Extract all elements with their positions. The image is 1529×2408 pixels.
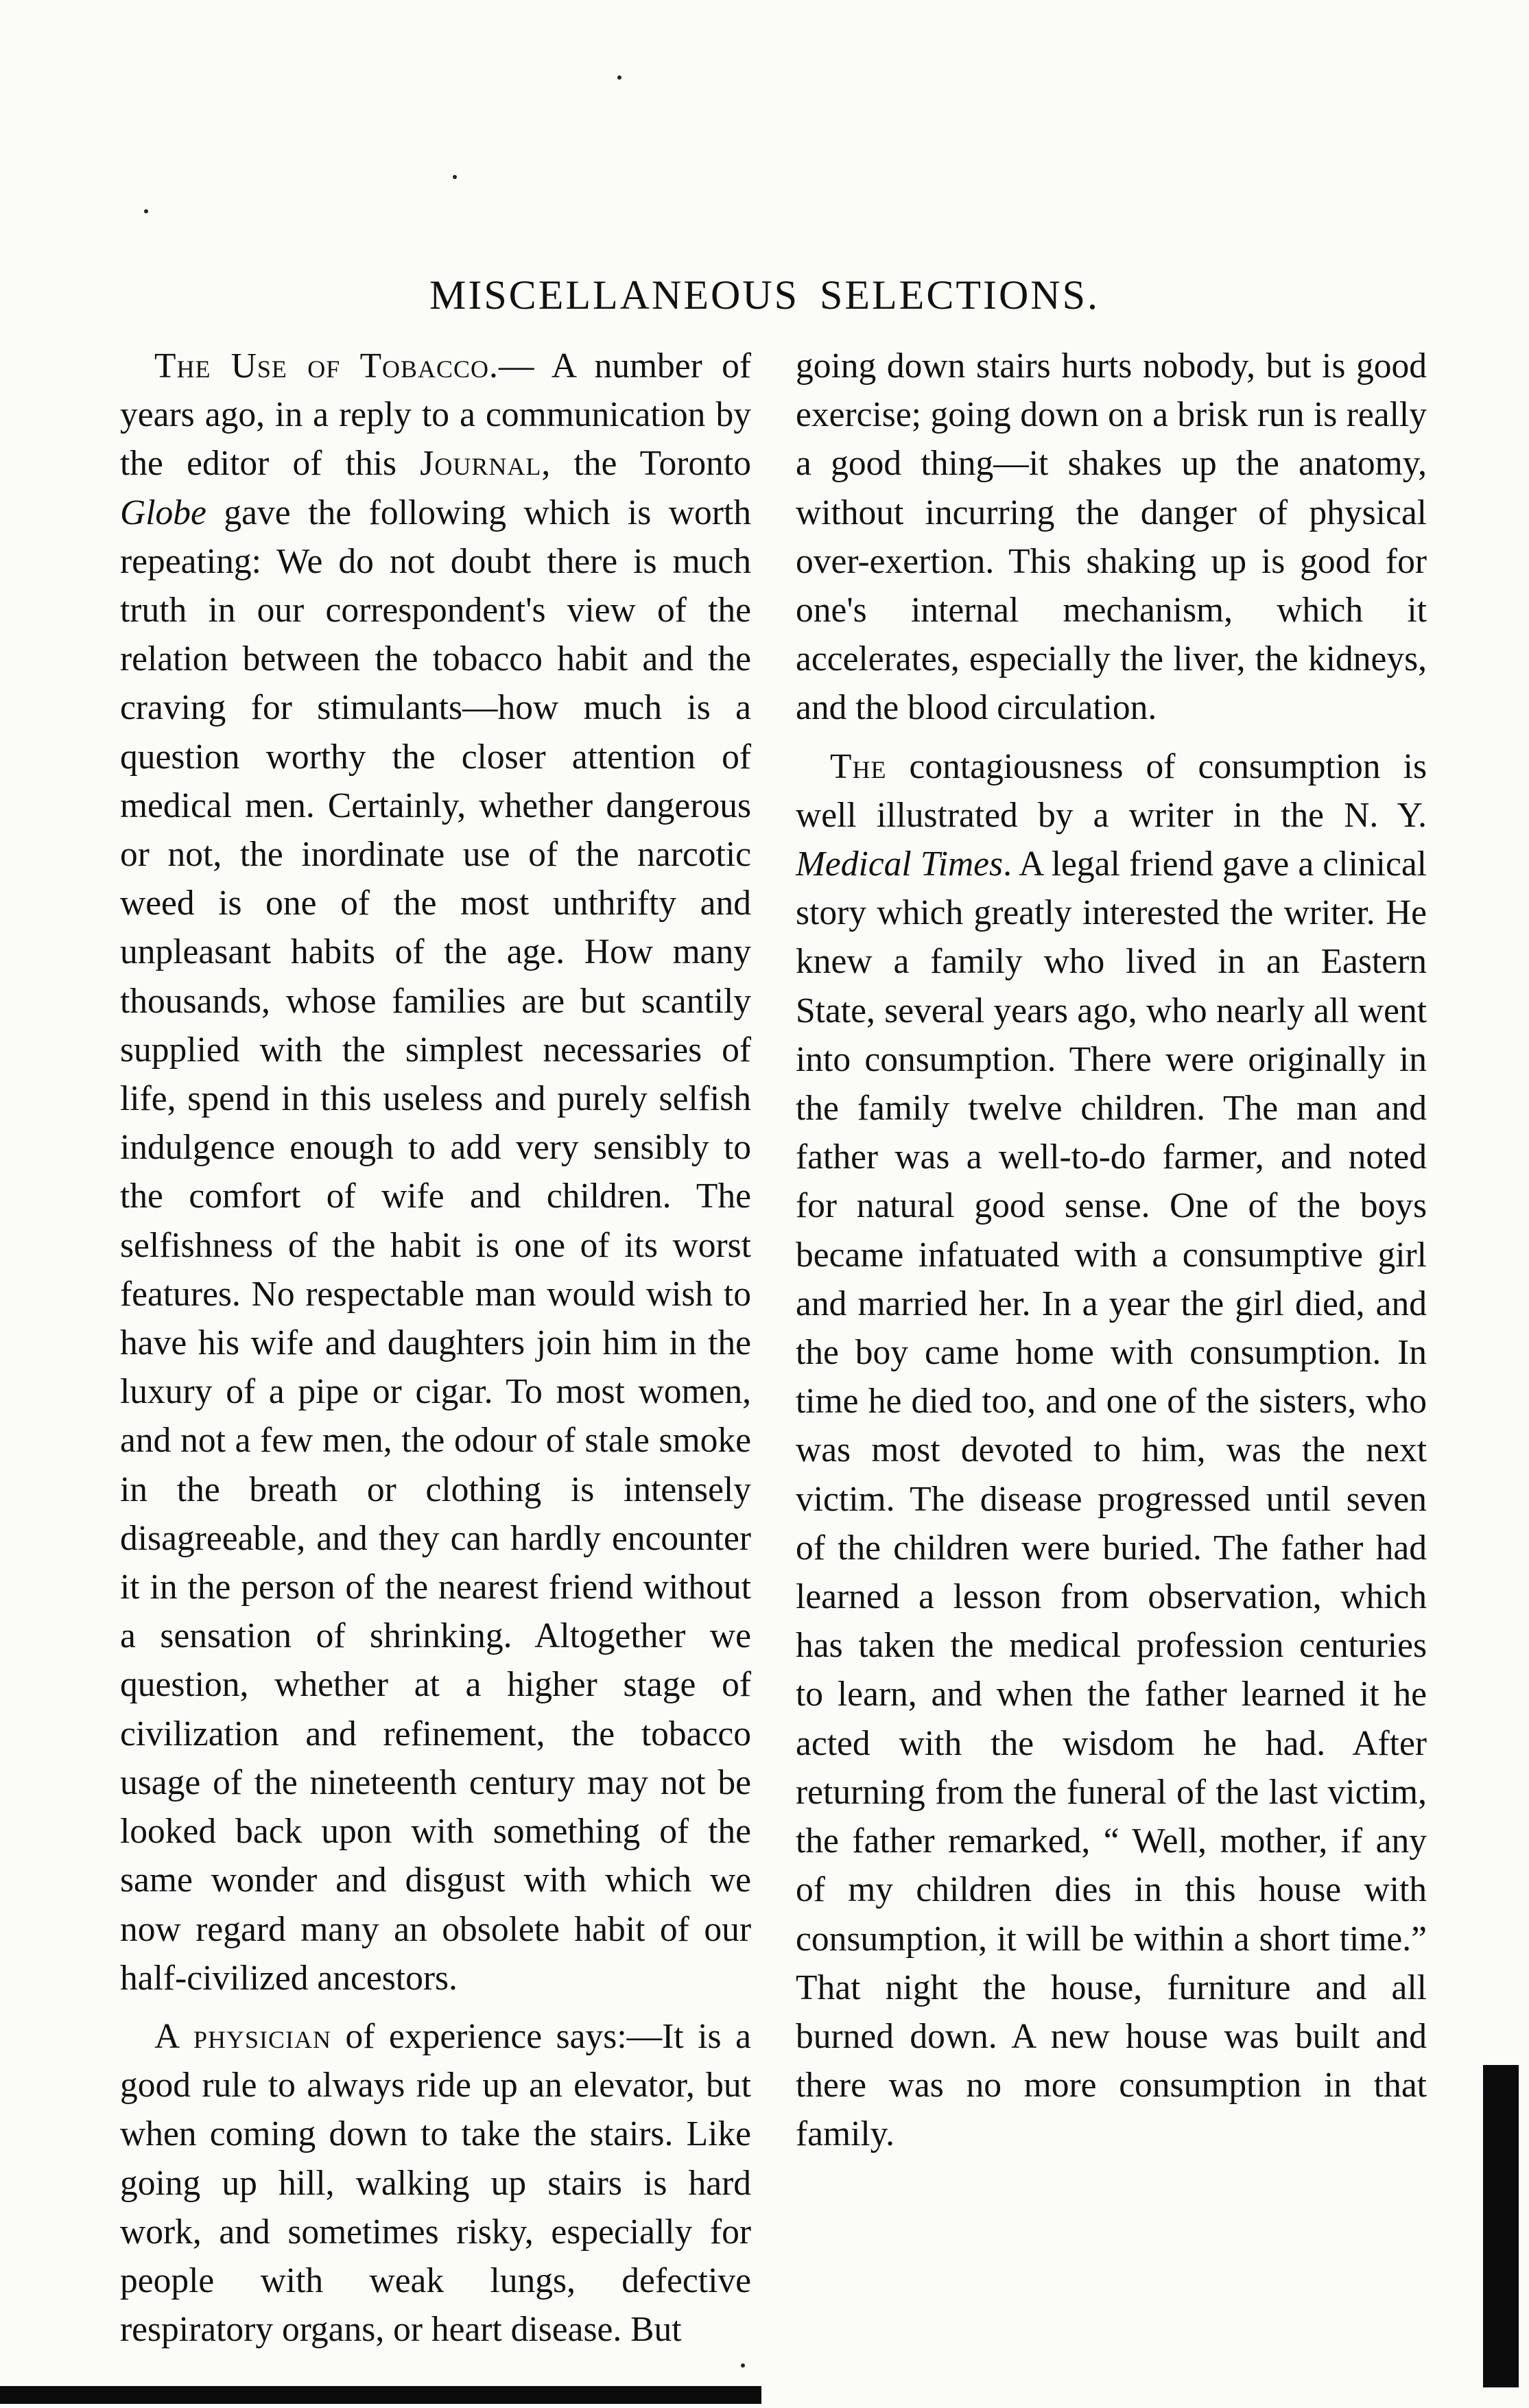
scan-speck [617, 75, 621, 80]
article-text: , the Toronto [541, 444, 751, 484]
article-body: . A legal friend gave a clinical story which greatly interested the writer. He knew a family who lived in an Eastern State, several years ago, who nearly all went into consumption. There were originally in the family twelve children. The man and father was a well-to-do farmer, and noted for natural good sense. One of the boys became infatuated with a consumptive girl and married her. In a year the girl died, and the boy came home with consumption. In time he died too, and one of the sisters, who was most devoted to him, was the next victim. The disease progressed until seven of the children were buried. The father had learned a lesson from observation, which has taken the medical profession centuries to learn, and when the father learned it he acted with the wisdom he had. After returning from the funeral of the last victim, the father remarked, “ Well, mother, if any of my children dies in this house with consumption, it will be within a short time.” That night the house, furniture and all burned down. A new house was built and there was no more consumption in that family. [796, 845, 1427, 2154]
article-physician-continued: going down stairs hurts nobody, but is good exercise; going down on a brisk run is really a good thing—it shakes up the anatomy, without incurring the danger of physical over-exertion. This shaking up is good for one's internal mechanism, which it accelerates, especially the liver, the kidneys, and the blood circulation. [796, 346, 1427, 728]
article-title: The Use of Tobacco. [154, 346, 499, 386]
article-consumption [796, 742, 1427, 2159]
article-lead: A physician [154, 2016, 331, 2056]
scan-speck [144, 209, 148, 213]
article-body: of experience says:—It is a good rule to always ride up an elevator, but when coming down to take the stairs. Like going up hill, walking up stairs is hard work, and sometimes risky, especially for people with weak lungs, defective respiratory organs, or heart disease. But [120, 2016, 751, 2350]
scan-bottom-rule [0, 2386, 761, 2404]
article-tobacco [120, 342, 751, 2003]
article-body: gave the following which is worth repeating: We do not doubt there is much truth in our correspondent's view of the relation between the tobacco habit and the craving for stimulants—how much is a question worthy the closer attention of medical men. Certainly, whether dangerous or not, the inordinate use of the narcotic weed is one of the most unthrifty and unpleasant habits of the age. How many thousands, whose families are but scantily supplied with the simplest necessaries of life, spend in this useless and purely selfish indulgence enough to add very sensibly to the comfort of wife and children. The selfishness of the habit is one of its worst features. No respectable man would wish to have his wife and daughters join him in the luxury of a pipe or cigar. To most women, and not a few men, the odour of stale smoke in the breath or clothing is intensely disagreeable, and they can hardly encounter it in the person of the nearest friend without a sensation of shrinking. Altogether we question, whether at a higher stage of civilization and refinement, the tobacco usage of the nineteenth century may not be looked back upon with something of the same wonder and disgust with which we now regard many an obsolete habit of our half-civilized ancestors. [120, 493, 751, 1998]
article-physician [120, 2012, 751, 2354]
article-text: contagiousness of consumption is well illustrated by a writer in the N. Y. [796, 746, 1427, 835]
page-heading: MISCELLANEOUS SELECTIONS. [429, 272, 1100, 318]
article-lead: The [830, 746, 887, 786]
scan-speck [741, 2363, 745, 2368]
scan-speck [453, 175, 457, 179]
scan-edge-bar [1483, 2065, 1519, 2387]
source-name: Medical Times [796, 845, 1004, 884]
article-text: — A number of years ago, in a reply to a communication by the editor of this [120, 346, 751, 484]
newspaper-name: Globe [120, 493, 206, 532]
column-left [120, 342, 751, 2363]
column-right [796, 342, 1427, 2169]
journal-name: Journal [420, 444, 542, 484]
